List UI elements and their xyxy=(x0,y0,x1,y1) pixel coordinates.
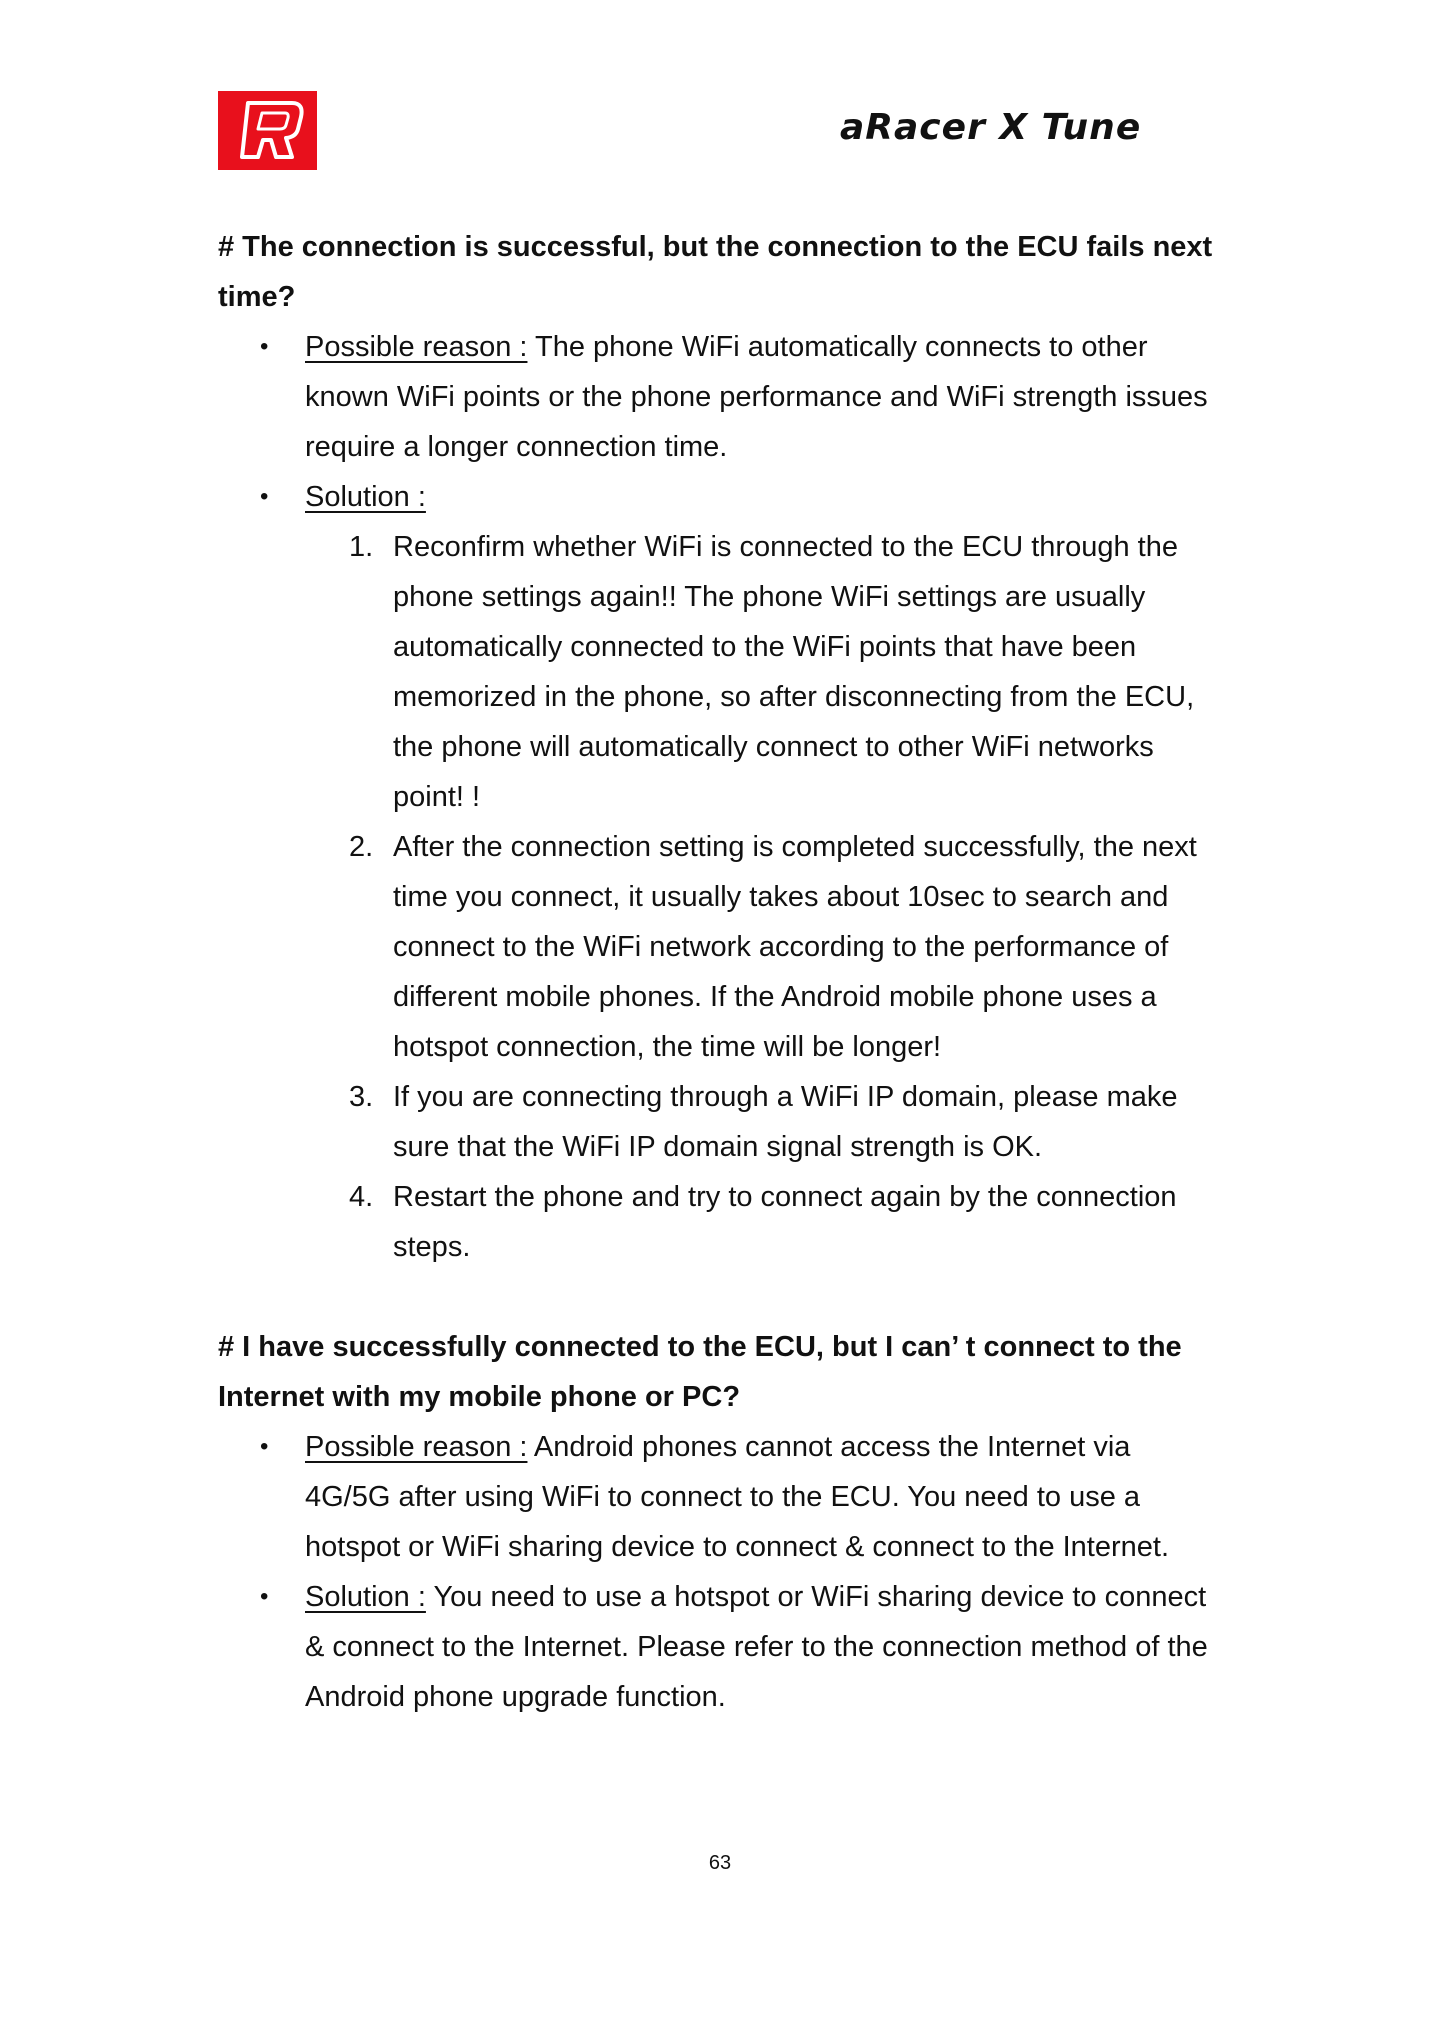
step-number: 3. xyxy=(349,1081,374,1113)
page-number: 63 xyxy=(708,1852,732,1874)
aracer-r-logo-icon xyxy=(218,91,317,170)
step-text: Reconfirm whether WiFi is connected to the ECU through the phone settings again!! The phone WiFi settings are usually automatically connected to the WiFi points that have been memorized in the phone, so after disconnecting from the ECU, the phone will automatically connect to other WiFi networks point! ! xyxy=(393,531,1195,813)
solution-item xyxy=(305,1572,1218,1722)
possible-reason-item xyxy=(305,322,1218,472)
possible-reason-text: The phone WiFi automatically connects to other known WiFi points or the phone performance and WiFi strength issues require a longer connection time. xyxy=(305,331,1208,463)
step-text: After the connection setting is completed successfully, the next time you connect, it usually takes about 10sec to search and connect to the WiFi network according to the performance of different mobile phones. If the Android mobile phone uses a hotspot connection, the time will be longer! xyxy=(393,831,1197,1063)
possible-reason-text: Android phones cannot access the Internet via 4G/5G after using WiFi to connect to the ECU. You need to use a hotspot or WiFi sharing device to connect & connect to the Internet. xyxy=(305,1431,1170,1563)
solution-label: Solution : xyxy=(305,1581,426,1613)
question-heading: # I have successfully connected to the ECU, but I can’ t connect to the Internet with my mobile phone or PC? xyxy=(218,1331,1182,1413)
solution-step xyxy=(349,1172,1218,1272)
solution-step xyxy=(349,822,1218,1072)
solution-step xyxy=(349,522,1218,822)
document-body xyxy=(218,222,1218,1722)
solution-item xyxy=(305,472,1218,522)
solution-steps xyxy=(218,522,1218,1272)
step-text: Restart the phone and try to connect again by the connection steps. xyxy=(393,1181,1177,1263)
question-heading: # The connection is successful, but the connection to the ECU fails next time? xyxy=(218,231,1213,313)
brand-title: aRacer X Tune xyxy=(840,107,1142,148)
possible-reason-label: Possible reason : xyxy=(305,331,528,363)
step-text: If you are connecting through a WiFi IP domain, please make sure that the WiFi IP domain signal strength is OK. xyxy=(393,1081,1178,1163)
possible-reason-item xyxy=(305,1422,1218,1572)
possible-reason-label: Possible reason : xyxy=(305,1431,528,1463)
solution-label: Solution : xyxy=(305,481,426,513)
solution-text: You need to use a hotspot or WiFi sharing device to connect & connect to the Internet. Please refer to the connection method of the Android phone upgrade function. xyxy=(305,1581,1208,1713)
step-number: 4. xyxy=(349,1181,374,1213)
bullet-list xyxy=(218,1422,1218,1722)
step-number: 2. xyxy=(349,831,374,863)
step-number: 1. xyxy=(349,531,374,563)
solution-step xyxy=(349,1072,1218,1172)
bullet-list xyxy=(218,322,1218,522)
